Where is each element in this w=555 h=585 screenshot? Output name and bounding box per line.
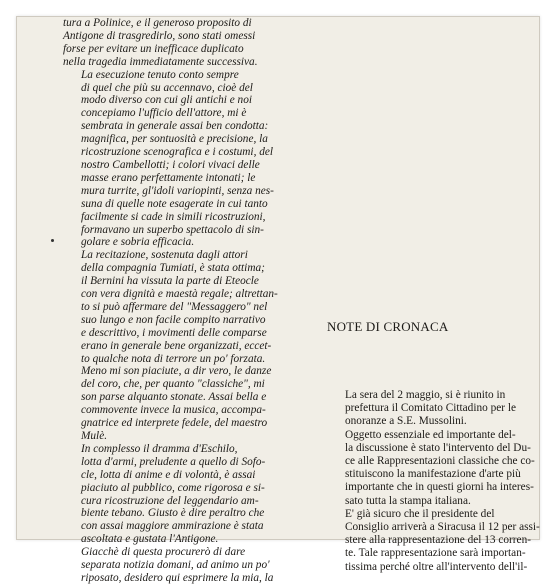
paragraph — [63, 443, 313, 546]
left-column-text — [63, 17, 313, 585]
text-line: sato tutta la stampa italiana. — [345, 494, 471, 507]
text-line: facilmente si cade in simili ricostruzioni, — [81, 210, 266, 223]
text-line: Mulè. — [81, 430, 108, 442]
text-line: La esecuzione tenuto conto sempre — [81, 68, 239, 81]
text-line: concepiamo l'ufficio dell'attore, mi è — [81, 107, 247, 120]
text-line: Consiglio arriverà a Siracusa il 12 per assi- — [345, 521, 540, 534]
text-line: forse per evitare un inefficace duplicato — [63, 42, 244, 55]
text-line: gnatrice ed interprete fedele, del maestro — [81, 417, 268, 430]
ink-speck — [51, 239, 54, 242]
text-line: ascoltata e gustata l'Antigone. — [81, 533, 219, 546]
text-line: masse erano perfettamente intonati; le — [81, 171, 256, 184]
text-line: e descrittivo, i movimenti delle comparse — [81, 326, 267, 339]
text-line: importante che in questi giorni ha interes- — [345, 481, 534, 494]
text-line: del coro, che, per quanto "classiche", mi — [81, 378, 265, 391]
text-line: cura ricostruzione del leggendario am- — [81, 494, 259, 507]
text-line: nostro Cambellotti; i colori vivaci delle — [81, 158, 260, 171]
paragraph — [63, 17, 313, 69]
text-line: della compagnia Tumiati, è stata ottima; — [81, 262, 265, 275]
text-line: onoranze a S.E. Mussolini. — [345, 415, 467, 428]
text-line: La recitazione, sostenuta dagli attori — [81, 249, 248, 262]
text-line: tissima perché oltre all'intervento dell'il- — [345, 560, 528, 573]
document-page — [16, 16, 540, 584]
text-line: E' già sicuro che il presidente del — [345, 507, 495, 520]
text-line: La sera del 2 maggio, si è riunito in — [345, 389, 506, 401]
text-line: stere alla rappresentazione del 13 corren- — [345, 534, 531, 547]
text-line: Meno mi son piaciute, a dir vero, le danze — [81, 365, 272, 378]
text-line: son parse alquanto stonate. Assai bella e — [81, 391, 267, 404]
paragraph — [327, 389, 543, 429]
right-column-text — [327, 389, 543, 574]
text-line: separata notizia domani, ad animo un po' — [81, 559, 270, 572]
text-line: te. Tale rappresentazione sarà importan- — [345, 547, 526, 560]
text-line: modo diverso con cui gli antichi e noi — [81, 94, 252, 107]
text-line: Giacchè di questa procurerò di dare — [81, 546, 246, 559]
text-line: to qualche nota di terrore un po' forzata. — [81, 352, 266, 365]
text-line: lotta d'armi, preludente a quello di Sofo- — [81, 455, 266, 468]
paragraph — [327, 508, 543, 574]
text-line: cle, lotta di anime e di volontà, è assai — [81, 468, 256, 481]
text-line: riposato, desidero qui esprimere la mia, la — [81, 571, 274, 584]
paragraph — [63, 69, 313, 250]
text-line: con assai maggiore ammirazione è stata — [81, 520, 264, 533]
text-line: In complesso il dramma d'Eschilo, — [81, 442, 238, 455]
paragraph — [327, 429, 543, 508]
text-line: erano in generale bene organizzati, eccet- — [81, 339, 272, 352]
text-line: Antigone di trasgredirlo, sono stati omessi — [63, 29, 256, 42]
section-heading: NOTE DI CRONACA — [327, 319, 449, 334]
text-line: sembrata in generale assai ben condotta: — [81, 120, 269, 133]
text-line: formavano un superbo spettacolo di sin- — [81, 223, 264, 236]
text-line: ce alle Rappresentazioni classiche che co- — [345, 455, 535, 468]
text-line: con vera dignità e maestà regale; altrettan- — [81, 288, 278, 301]
text-line: ricostruzione scenografica e i costumi, del — [81, 146, 274, 159]
text-line: suna di quelle note esagerate in cui tanto — [81, 197, 268, 210]
paragraph — [63, 249, 313, 443]
text-line: piaciuto al pubblico, come rigorosa e si- — [81, 481, 265, 494]
text-line: di quel che più su accennavo, cioè del — [81, 81, 253, 94]
text-line: golare e sobria efficacia. — [81, 236, 195, 249]
text-line: nella tragedia immediatamente successiva. — [63, 55, 258, 68]
text-line: la discussione è stato l'intervento del Du- — [345, 441, 531, 454]
text-line: magnifica, per sontuosità e precisione, la — [81, 133, 268, 146]
text-line: biente tebano. Giusto è dire peraltro che — [81, 507, 265, 520]
text-line: prefettura il Comitato Cittadino per le — [345, 402, 516, 415]
paragraph — [63, 546, 313, 585]
text-line: to si può affermare del "Messaggero" nel — [81, 300, 268, 313]
text-line: Oggetto essenziale ed importante del- — [345, 428, 516, 441]
text-line: tura a Polinice, e il generoso proposito di — [63, 17, 252, 29]
text-line: commovente invece la musica, accompa- — [81, 404, 266, 417]
text-line: stituiscono la manifestazione d'arte più — [345, 468, 521, 481]
text-line: mura turrite, gl'idoli variopinti, senza nes- — [81, 184, 274, 197]
text-line: suo lungo e non facile compito narrativo — [81, 313, 266, 326]
text-line: il Bernini ha vissuta la parte di Eteocle — [81, 275, 259, 288]
